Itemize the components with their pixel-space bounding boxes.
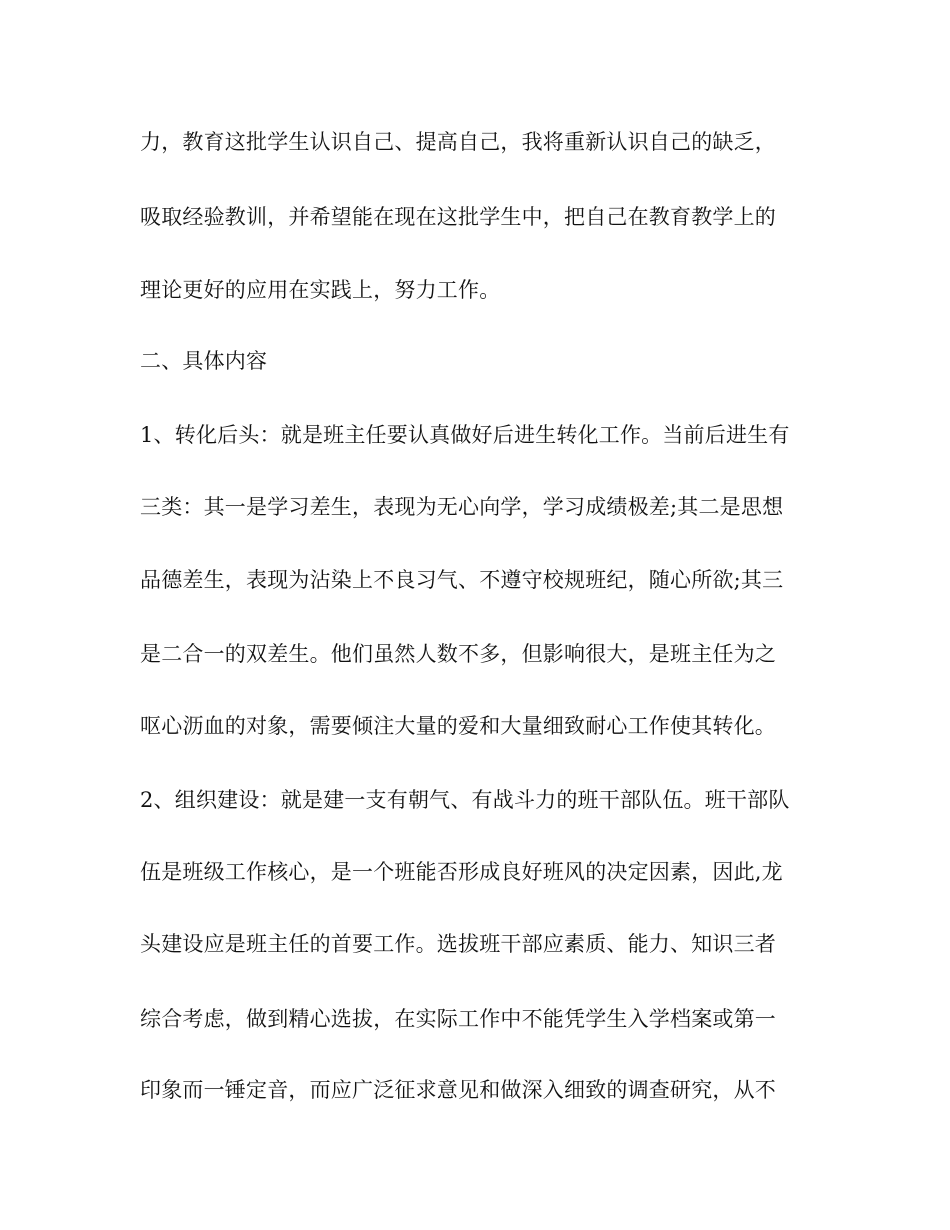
text-line: 呕心沥血的对象，需要倾注大量的爱和大量细致耐心工作使其转化。 — [140, 714, 776, 738]
text-line: 伍是班级工作核心，是一个班能否形成良好班风的决定因素，因此,龙 — [140, 860, 783, 884]
text-line: 1、转化后头：就是班主任要认真做好后进生转化工作。当前后进生有 — [140, 423, 790, 447]
text-line: 2、组织建设：就是建一支有朝气、有战斗力的班干部队伍。班干部队 — [140, 788, 790, 812]
text-line: 三类：其一是学习差生，表现为无心向学，学习成绩极差;其二是思想 — [140, 495, 784, 519]
section-heading: 二、具体内容 — [140, 349, 268, 373]
text-line: 是二合一的双差生。他们虽然人数不多，但影响很大，是班主任为之 — [140, 642, 776, 666]
text-line: 吸取经验教训，并希望能在现在这批学生中，把自己在教育教学上的 — [140, 205, 776, 229]
text-line: 品德差生，表现为沾染上不良习气、不遵守校规班纪，随心所欲;其三 — [140, 568, 784, 592]
text-line: 综合考虑，做到精心选拔，在实际工作中不能凭学生入学档案或第一 — [140, 1007, 776, 1031]
text-line: 理论更好的应用在实践上，努力工作。 — [140, 278, 501, 302]
text-line: 印象而一锤定音，而应广泛征求意见和做深入细致的调查研究，从不 — [140, 1078, 776, 1102]
text-line: 头建设应是班主任的首要工作。选拔班干部应素质、能力、知识三者 — [140, 932, 776, 956]
text-line: 力，教育这批学生认识自己、提高自己，我将重新认识自己的缺乏， — [140, 130, 776, 154]
